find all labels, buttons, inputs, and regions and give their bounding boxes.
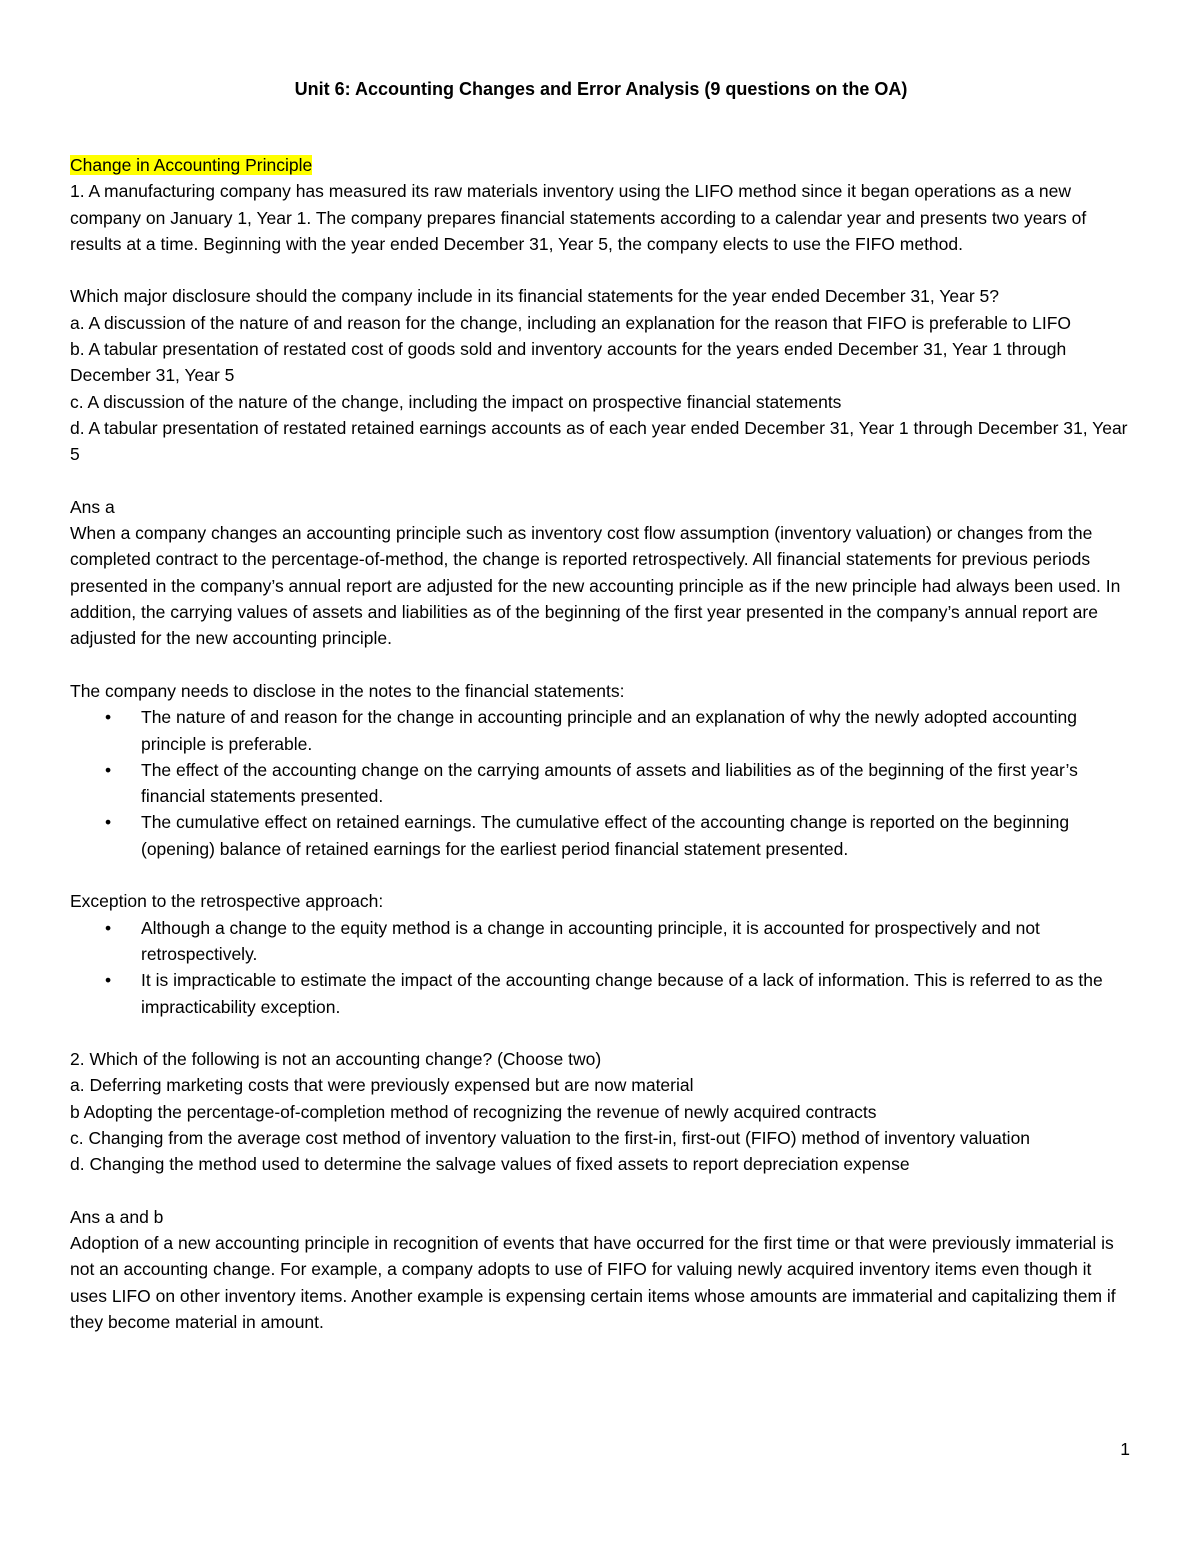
- list-item: [105, 809, 1132, 862]
- list-item-text: The nature of and reason for the change in accounting principle and an explanation of why the newly adopted accounting principle is preferable.: [141, 707, 1077, 754]
- question-1-stem: 1. A manufacturing company has measured its raw materials inventory using the LIFO method since it began operations as a new company on January 1, Year 1. The company prepares financial statements according to a calendar year and presents two years of results at a time. Beginning with the year ended December 31, Year 5, the company elects to use the FIFO method.: [70, 181, 1087, 254]
- page-content: [70, 76, 1132, 1335]
- list-item: [105, 967, 1132, 1020]
- section-heading: [70, 152, 1132, 178]
- bullet-icon: •: [105, 707, 112, 728]
- question-1-option-b: b. A tabular presentation of restated cost of goods sold and inventory accounts for the years ended December 31, Year 1 through December 31, Year 5: [70, 339, 1067, 386]
- disclosure-intro: The company needs to disclose in the notes to the financial statements:: [70, 680, 625, 701]
- question-2-option-c: c. Changing from the average cost method of inventory valuation to the first-in, first-out (FIFO) method of inventory valuation: [70, 1127, 1031, 1148]
- spacer: [70, 862, 1132, 888]
- question-2-option-a: a. Deferring marketing costs that were previously expensed but are now material: [70, 1075, 694, 1096]
- highlighted-heading: Change in Accounting Principle: [70, 155, 313, 175]
- list-item-text: The effect of the accounting change on the carrying amounts of assets and liabilities as of the beginning of the first year’s financial statements presented.: [141, 759, 1078, 807]
- question-1-option-a: a. A discussion of the nature of and reason for the change, including an explanation for the reason that FIFO is preferable to LIFO: [70, 312, 1072, 333]
- bullet-icon: •: [105, 970, 112, 991]
- question-1-prompt: Which major disclosure should the company include in its financial statements for the year ended December 31, Year 5?: [70, 286, 999, 307]
- question-2-answer: Ans a and b: [70, 1206, 164, 1227]
- bullet-icon: •: [105, 759, 112, 780]
- page-number: 1: [1120, 1439, 1130, 1459]
- question-1-explanation: When a company changes an accounting principle such as inventory cost flow assumption (inventory valuation) or changes from the completed contract to the percentage-of-method, the change is reported retrospectively. All financial statements for previous periods presented in the company’s annual report are adjusted for the new accounting principle as if the new principle had always been used. In addition, the carrying values of assets and liabilities as of the beginning of the first year presented in the company’s annual report are adjusted for the new accounting principle.: [70, 523, 1121, 649]
- exception-intro: Exception to the retrospective approach:: [70, 891, 384, 912]
- question-1-answer: Ans a: [70, 496, 115, 517]
- list-item: [105, 915, 1132, 968]
- question-1-option-c: c. A discussion of the nature of the change, including the impact on prospective financial statements: [70, 391, 842, 412]
- list-item: [105, 757, 1132, 810]
- disclosure-list: [70, 704, 1132, 862]
- question-2-stem: 2. Which of the following is not an accounting change? (Choose two): [70, 1049, 602, 1070]
- question-2-explanation: Adoption of a new accounting principle in recognition of events that have occurred for the first time or that were previously immaterial is not an accounting change. For example, a company adopts to use of FIFO for valuing newly acquired inventory items even though it uses LIFO on other inventory items. Another example is expensing certain items whose amounts are immaterial and capitalizing them if they become material in amount.: [70, 1233, 1116, 1333]
- question-2-option-d: d. Changing the method used to determine the salvage values of fixed assets to report depreciation expense: [70, 1154, 910, 1175]
- list-item-text: It is impracticable to estimate the impact of the accounting change because of a lack of information. This is referred to as the impracticability exception.: [141, 970, 1103, 1017]
- spacer: [70, 1178, 1132, 1204]
- spacer: [70, 652, 1132, 678]
- question-2-option-b: b Adopting the percentage-of-completion method of recognizing the revenue of newly acquired contracts: [70, 1101, 877, 1122]
- list-item-text: The cumulative effect on retained earnings. The cumulative effect of the accounting change is reported on the beginning (opening) balance of retained earnings for the earliest period financial statement presented.: [141, 812, 1070, 859]
- bullet-icon: •: [105, 917, 112, 938]
- question-1-option-d: d. A tabular presentation of restated retained earnings accounts as of each year ended December 31, Year 1 through December 31, Year 5: [70, 417, 1128, 465]
- list-item-text: Although a change to the equity method is a change in accounting principle, it is accounted for prospectively and not retrospectively.: [141, 917, 1040, 964]
- list-item: [105, 704, 1132, 757]
- spacer: [70, 257, 1132, 283]
- spacer: [70, 468, 1132, 494]
- document-title: Unit 6: Accounting Changes and Error Analysis (9 questions on the OA): [294, 79, 908, 99]
- exception-list: [70, 915, 1132, 1020]
- bullet-icon: •: [105, 812, 112, 833]
- spacer: [70, 1020, 1132, 1046]
